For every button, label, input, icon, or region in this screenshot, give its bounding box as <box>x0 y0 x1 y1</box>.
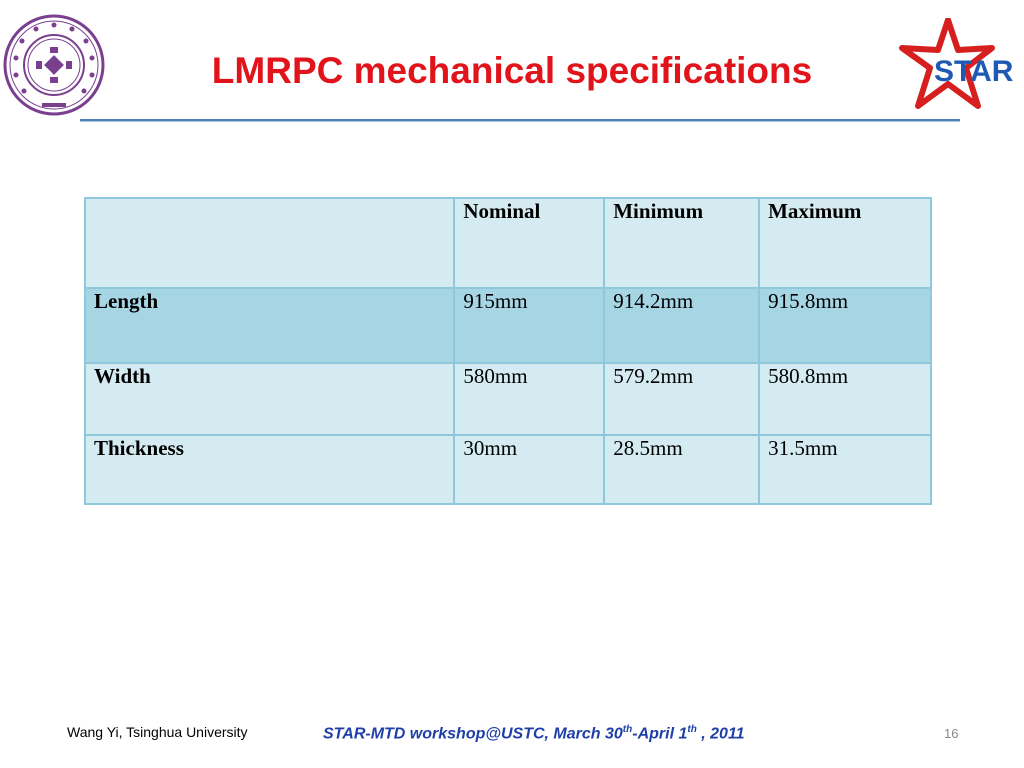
footer-event-main: STAR-MTD workshop@USTC, March 30 <box>323 725 623 743</box>
footer-event <box>323 724 745 743</box>
title-divider-shadow <box>80 121 960 122</box>
footer-event-end: , 2011 <box>696 725 745 743</box>
table-row <box>85 435 931 504</box>
cell-width-nominal: 580mm <box>454 363 604 435</box>
cell-length-nominal: 915mm <box>454 288 604 363</box>
footer-event-sup-2: th <box>687 724 697 735</box>
page-title: LMRPC mechanical specifications <box>211 50 813 91</box>
table-header-maximum: Maximum <box>759 198 931 288</box>
table-header-nominal: Nominal <box>454 198 604 288</box>
slide-number: 16 <box>944 726 959 741</box>
cell-thickness-nominal: 30mm <box>454 435 604 504</box>
table-header-cell-empty <box>85 198 454 288</box>
row-label-width: Width <box>85 363 454 435</box>
table-row <box>85 288 931 363</box>
star-logo <box>896 18 1020 110</box>
footer-author: Wang Yi, Tsinghua University <box>67 724 248 740</box>
cell-length-minimum: 914.2mm <box>604 288 759 363</box>
cell-length-maximum: 915.8mm <box>759 288 931 363</box>
star-logo-text: STAR <box>934 55 1014 88</box>
cell-thickness-maximum: 31.5mm <box>759 435 931 504</box>
table-header-row <box>85 198 931 288</box>
row-label-length: Length <box>85 288 454 363</box>
cell-thickness-minimum: 28.5mm <box>604 435 759 504</box>
table-row <box>85 363 931 435</box>
specifications-table <box>84 197 932 505</box>
cell-width-maximum: 580.8mm <box>759 363 931 435</box>
row-label-thickness: Thickness <box>85 435 454 504</box>
table-header-minimum: Minimum <box>604 198 759 288</box>
footer-event-mid: -April 1 <box>632 725 688 743</box>
footer-event-sup-1: th <box>622 724 633 735</box>
cell-width-minimum: 579.2mm <box>604 363 759 435</box>
